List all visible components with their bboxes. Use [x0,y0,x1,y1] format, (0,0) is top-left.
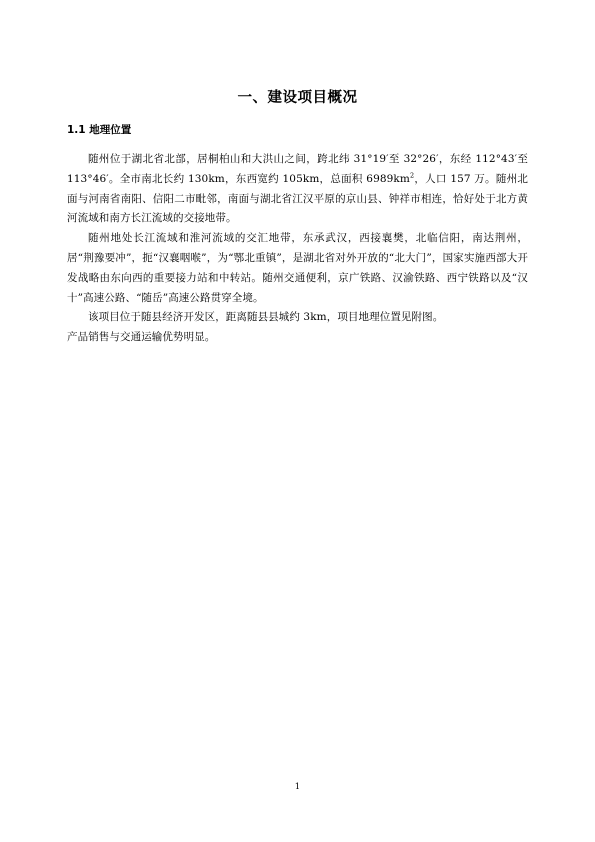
document-body [67,150,528,348]
paragraph-transport: 随州地处长江流域和淮河流域的交汇地带，东承武汉，西接襄樊，北临信阳，南达荆州，居“荆豫要冲”，扼“汉襄咽喉”，为“鄂北重镇”，是湖北省对外开放的“北大门”，国家实施西部大开发战略由东向西的重要接力站和中转站。随州交通便利，京广铁路、汉渝铁路、西宁铁路以及“汉十”高速公路、“随岳”高速公路贯穿全境。 [67,232,528,304]
paragraph-location-text: 随州位于湖北省北部，居桐柏山和大洪山之间，跨北纬 31°19′至 32°26′，东经 112°43′至 113°46′。全市南北长约 130km，东西宽约 105km，总面积 6989km [67,153,528,185]
paragraph-location [67,150,528,229]
page-title: 一、建设项目概况 [237,90,358,106]
page-number: 1 [294,782,301,792]
section-heading: 1.1 地理位置 [67,124,132,136]
paragraph-advantage: 产品销售与交通运输优势明显。 [67,331,216,344]
paragraph-location-text-continued: ，人口 157 万。随州北面与河南省南阳、信阳二市毗邻，南面与湖北省江汉平原的京山县、钟祥市相连，恰好处于北方黄河流域和南方长江流域的交接地带。 [67,172,528,225]
area-unit-superscript: 2 [409,171,415,180]
paragraph-project-site: 该项目位于随县经济开发区，距离随县县城约 3km，项目地理位置见附图。 [88,311,444,324]
